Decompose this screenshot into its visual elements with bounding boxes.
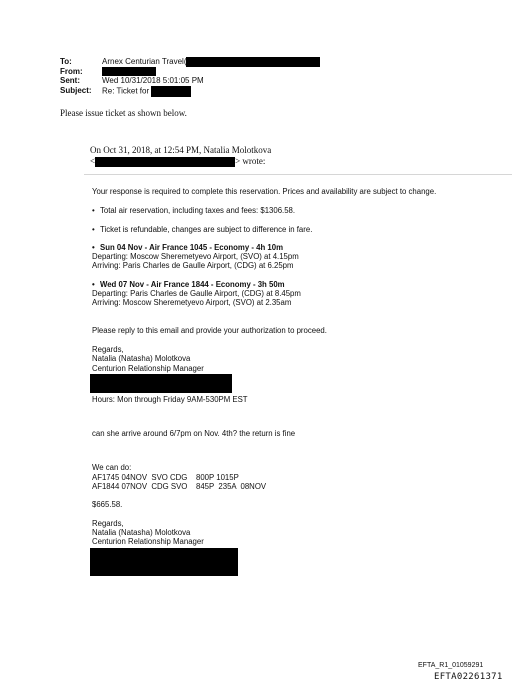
footer-reference-2: EFTA02261371	[434, 672, 503, 682]
signature-2	[92, 519, 436, 576]
quote-prefix: <	[90, 156, 96, 166]
reply-text: Please reply to this email and provide your authorization to proceed.	[92, 325, 327, 335]
signature-1	[92, 345, 436, 393]
redaction-sender-email	[95, 157, 235, 167]
flight-2-depart: Departing: Paris Charles de Gaulle Airport, (CDG) at 8.45pm	[92, 289, 301, 299]
flight-1-title	[92, 243, 436, 252]
divider	[84, 174, 512, 175]
bullet-icon: •	[92, 224, 95, 234]
flight-2	[92, 280, 436, 308]
quote-line: On Oct 31, 2018, at 12:54 PM, Natalia Molotkova	[90, 145, 272, 155]
itinerary-line-1: AF1745 04NOV SVO CDG 800P 1015P	[92, 472, 239, 482]
sig-title: Centurion Relationship Manager	[92, 363, 204, 373]
flight-2-title	[92, 280, 436, 289]
sig-regards: Regards,	[92, 518, 124, 528]
flight-1-arrive: Arriving: Paris Charles de Gaulle Airport, (CDG) at 6.25pm	[92, 261, 294, 271]
email-header	[60, 57, 320, 95]
subject-value: Re: Ticket for	[102, 86, 150, 96]
to-row	[60, 57, 320, 67]
bullet-refund-text: Ticket is refundable, changes are subject to difference in fare.	[100, 224, 313, 234]
redaction-subject	[151, 86, 191, 97]
hours-text: Hours: Mon through Friday 9AM-530PM EST	[92, 394, 248, 404]
flight-1-title-text: Sun 04 Nov - Air France 1045 - Economy - 4h 10m	[100, 242, 283, 252]
bullet-refund	[92, 225, 436, 234]
redaction-from	[102, 67, 156, 76]
itinerary	[92, 463, 436, 491]
from-row	[60, 67, 320, 77]
email-body	[92, 187, 436, 576]
subject-label: Subject:	[60, 86, 92, 96]
bullet-icon: •	[92, 242, 95, 252]
sig-regards: Regards,	[92, 344, 124, 354]
itinerary-line-2: AF1844 07NOV CDG SVO 845P 235A 08NOV	[92, 482, 267, 492]
sent-value: Wed 10/31/2018 5:01:05 PM	[102, 76, 204, 86]
flight-1	[92, 243, 436, 271]
bullet-icon: •	[92, 279, 95, 289]
price-text: $665.58.	[92, 500, 123, 510]
sent-label: Sent:	[60, 76, 80, 86]
redaction-signature-2	[90, 548, 238, 576]
quote-header	[90, 145, 271, 167]
sent-row	[60, 76, 320, 86]
redaction-to	[186, 57, 320, 67]
sig-name: Natalia (Natasha) Molotkova	[92, 527, 191, 537]
question-text: can she arrive around 6/7pm on Nov. 4th? the return is fine	[92, 429, 296, 439]
intro-text: Your response is required to complete this reservation. Prices and availability are subject to change.	[92, 187, 437, 196]
redaction-signature-1	[90, 374, 232, 393]
quote-sender-line	[90, 156, 271, 167]
flight-2-title-text: Wed 07 Nov - Air France 1844 - Economy - 3h 50m	[100, 279, 285, 289]
subject-row	[60, 86, 320, 96]
instruction-text: Please issue ticket as shown below.	[60, 108, 187, 118]
to-label: To:	[60, 57, 72, 67]
sig-title: Centurion Relationship Manager	[92, 537, 204, 547]
footer-reference-1: EFTA_R1_01059291	[418, 662, 484, 669]
bullet-total-text: Total air reservation, including taxes and fees: $1306.58.	[100, 206, 296, 216]
quote-suffix: > wrote:	[235, 156, 266, 166]
flight-1-depart: Departing: Moscow Sheremetyevo Airport, (SVO) at 4.15pm	[92, 252, 299, 262]
to-value: Arnex Centurian Travel(	[102, 57, 187, 67]
bullet-total	[92, 206, 436, 215]
bullet-icon: •	[92, 206, 95, 216]
sig-name: Natalia (Natasha) Molotkova	[92, 354, 191, 364]
cando-text: We can do:	[92, 463, 132, 473]
flight-2-arrive: Arriving: Moscow Sheremetyevo Airport, (SVO) at 2.35am	[92, 298, 292, 308]
from-label: From:	[60, 66, 83, 76]
